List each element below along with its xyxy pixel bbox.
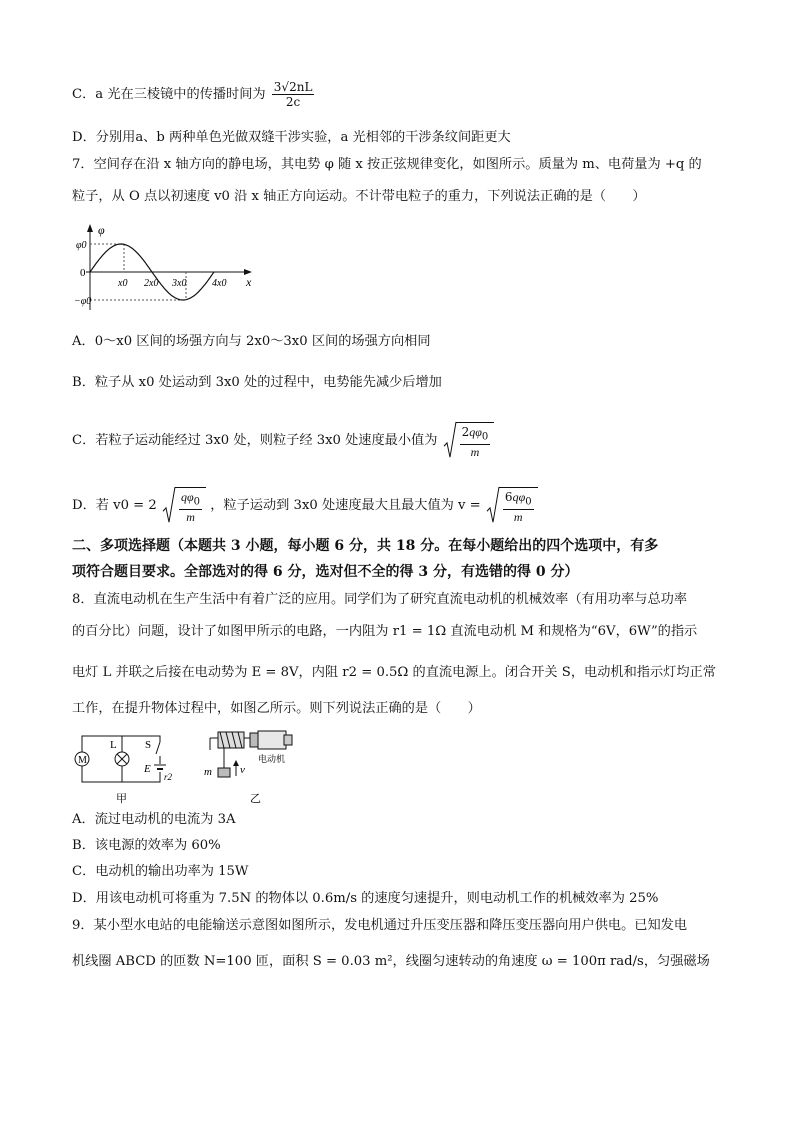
tick-2x0: 2x0 xyxy=(144,278,159,289)
lamp-label: L xyxy=(110,739,117,751)
q8-option-c: C．电动机的输出功率为 15W xyxy=(72,864,249,879)
q8-line1: 8．直流电动机在生产生活中有着广泛的应用。同学们为了研究直流电动机的机械效率（有用功率与总功率 xyxy=(72,592,688,607)
y-axis-label: φ xyxy=(98,223,105,237)
q9-line1: 9．某小型水电站的电能输送示意图如图所示，发电机通过升压变压器和降压变压器向用户供电。已知发电 xyxy=(72,918,688,933)
q7-option-d xyxy=(72,487,538,524)
motor-caption: 电动机 xyxy=(258,754,286,764)
emf-label: E xyxy=(144,763,151,775)
r2-label: r2 xyxy=(164,772,173,782)
sqrt-expression: $\frac{2q\varphi_0}{m}$ xyxy=(444,422,495,459)
q8-line3: 电灯 L 并联之后接在电动势为 E = 8V，内阻 r2 = 0.5Ω 的直流电源上。闭合开关 S，电动机和指示灯均正常 xyxy=(72,665,716,680)
x-axis-label: x xyxy=(246,275,252,289)
fig-jia-caption: 甲 xyxy=(116,793,127,805)
up-arrow-icon xyxy=(233,760,239,766)
q7-option-c xyxy=(72,422,494,459)
radical-sign xyxy=(487,487,499,524)
tick-3x0: 3x0 xyxy=(172,278,187,289)
motor-label: M xyxy=(78,755,87,766)
q8-line4: 工作，在提升物体过程中，如图乙所示。则下列说法正确的是（ ） xyxy=(72,701,481,716)
prev-option-c-fraction xyxy=(272,80,315,109)
q8-circuit-diagram xyxy=(72,728,172,808)
prev-option-d: D．分别用a、b 两种单色光做双缝干涉实验，a 光相邻的干涉条纹间距更大 xyxy=(72,130,511,145)
q7-option-a: A．0～x0 区间的场强方向与 2x0～3x0 区间的场强方向相同 xyxy=(72,334,431,349)
tick-neg-phi0: −φ0 xyxy=(74,296,92,307)
q8-motor-lift-diagram xyxy=(196,728,306,808)
q7-stem-line2: 粒子，从 O 点以初速度 v0 沿 x 轴正方向运动。不计带电粒子的重力，下列说法正确的是（ ） xyxy=(72,189,646,204)
sqrt-expression: $\frac{6q\varphi_0}{m}$ xyxy=(487,487,538,524)
q8-line2: 的百分比）问题，设计了如图甲所示的电路，一内阻为 r1 = 1Ω 直流电动机 M 和规格为“6V，6W”的指示 xyxy=(72,624,698,639)
q7-option-d-text-a: D．若 v0 = 2 xyxy=(72,498,157,514)
q7-option-b: B．粒子从 x0 处运动到 3x0 处的过程中，电势能先减少后增加 xyxy=(72,375,442,390)
tick-x0: x0 xyxy=(118,278,128,289)
fraction-numerator: 3√2nL xyxy=(273,80,313,94)
q8-option-a: A．流过电动机的电流为 3A xyxy=(72,812,236,827)
section2-heading-line1: 二、多项选择题（本题共 3 小题，每小题 6 分，共 18 分。在每小题给出的四个选项中，有多 xyxy=(72,538,659,554)
prev-option-c-text: C．a 光在三棱镜中的传播时间为 xyxy=(72,87,266,102)
sqrt-expression: $\frac{q\varphi_0}{m}$ xyxy=(163,487,206,524)
switch-label: S xyxy=(145,739,152,751)
radical-sign xyxy=(163,487,175,524)
fraction-denominator: 2c xyxy=(285,95,301,109)
mass-label: m xyxy=(204,766,212,778)
q7-stem-line1: 7．空间存在沿 x 轴方向的静电场，其电势 φ 随 x 按正弦规律变化，如图所示。质量为 m、电荷量为 +q 的 xyxy=(72,157,702,172)
q7-option-c-text: C．若粒子运动能经过 3x0 处，则粒子经 3x0 处速度最小值为 xyxy=(72,433,438,449)
tick-4x0: 4x0 xyxy=(212,278,227,289)
prev-option-c xyxy=(72,80,316,109)
weight-block xyxy=(218,768,230,777)
q9-line2: 机线圈 ABCD 的匝数 N=100 匝，面积 S = 0.03 m²，线圈匀速转动的角速度 ω = 100π rad/s，匀强磁场 xyxy=(72,954,710,969)
q7-option-d-text-b: ，粒子运动到 3x0 处速度最大且最大值为 v = xyxy=(210,498,481,514)
tick-phi0: φ0 xyxy=(76,240,87,251)
section2-heading-line2: 项符合题目要求。全部选对的得 6 分，选对但不全的得 3 分，有选错的得 0 分） xyxy=(72,564,579,580)
y-axis-arrow xyxy=(87,224,93,232)
motor-body xyxy=(258,731,286,749)
tick-zero: 0 xyxy=(80,267,86,279)
velocity-label: v xyxy=(240,764,245,776)
q7-potential-graph xyxy=(76,222,256,314)
fig-yi-caption: 乙 xyxy=(250,793,261,805)
radical-sign xyxy=(444,422,456,459)
q8-option-b: B．该电源的效率为 60% xyxy=(72,838,221,853)
q8-option-d: D．用该电动机可将重为 7.5N 的物体以 0.6m/s 的速度匀速提升，则电动机工作的机械效率为 25% xyxy=(72,891,659,906)
